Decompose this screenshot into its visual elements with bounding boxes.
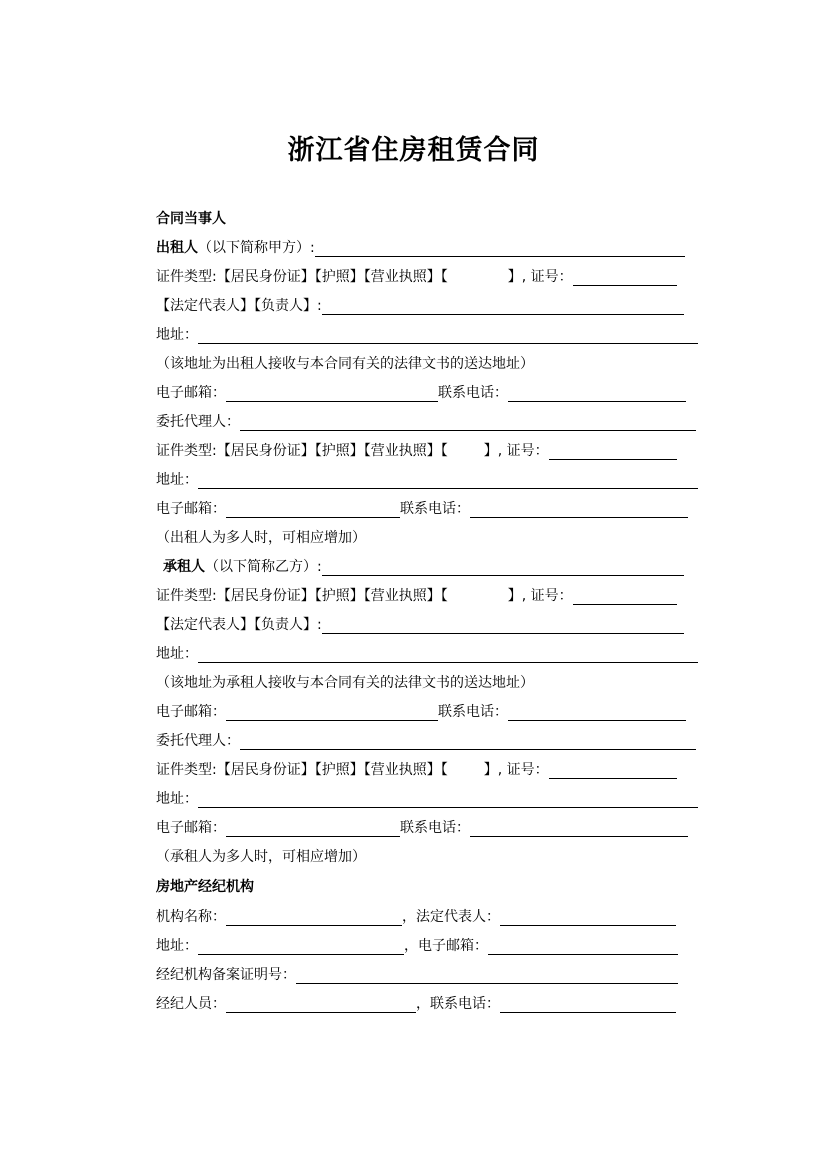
agency-name-field[interactable] (226, 910, 402, 926)
lessor-agent-contact-line (156, 498, 688, 518)
lessor-address-line (156, 324, 698, 344)
lessor-address-label: 地址： (156, 327, 198, 343)
agency-broker-label: 经纪人员： (156, 996, 226, 1012)
agency-address-field[interactable] (198, 939, 404, 955)
agency-email-label: ，电子邮箱： (404, 938, 488, 954)
agency-record-label: 经纪机构备案证明号： (156, 967, 296, 983)
lessor-phone-label: 联系电话： (438, 385, 508, 401)
lessee-agent-address-label: 地址： (156, 791, 198, 807)
lessee-email-field[interactable] (226, 705, 438, 721)
lessor-phone-field[interactable] (508, 386, 686, 402)
agency-heading-text: 房地产经纪机构 (156, 879, 254, 895)
agency-heading (156, 876, 254, 896)
lessor-email-label: 电子邮箱： (156, 385, 226, 401)
document-title: 浙江省住房租赁合同 (287, 135, 540, 166)
lessor-agent-id-options: 【居民身份证】【护照】【营业执照】【 (216, 443, 448, 459)
lessee-agent-id-type-label: 证件类型: (156, 762, 217, 778)
lessee-multi-note (156, 846, 366, 866)
lessor-agent-address-field[interactable] (198, 473, 698, 489)
lessee-agent-id-number-field[interactable] (549, 763, 677, 779)
lessee-label-note: （以下简称乙方）: (205, 559, 322, 575)
agency-broker-field[interactable] (226, 997, 416, 1013)
parties-heading (156, 208, 226, 228)
lessor-id-number-field[interactable] (573, 270, 677, 286)
lessee-address-field[interactable] (198, 647, 698, 663)
lessee-agent-email-field[interactable] (226, 821, 400, 837)
lessee-agent-id-close: 】, 证号： (483, 762, 549, 778)
lessee-id-close: 】, 证号： (507, 588, 573, 604)
lessor-agent-id-type-label: 证件类型: (156, 443, 217, 459)
lessee-label: 承租人 (163, 559, 205, 575)
lessor-rep-line (156, 295, 684, 315)
lessee-address-note-text: （该地址为承租人接收与本合同有关的法律文书的送达地址） (156, 675, 534, 691)
lessor-contact-line (156, 382, 686, 402)
lessee-name-field[interactable] (322, 560, 684, 576)
lessee-contact-line (156, 701, 686, 721)
agency-phone-label: ，联系电话： (416, 996, 500, 1012)
lessee-agent-email-label: 电子邮箱： (156, 820, 226, 836)
lessor-agent-email-field[interactable] (226, 502, 400, 518)
lessee-agent-address-line (156, 788, 698, 808)
lessee-id-number-field[interactable] (573, 589, 677, 605)
lessor-id-options: 【居民身份证】【护照】【营业执照】【 (216, 269, 448, 285)
lessor-id-type-label: 证件类型: (156, 269, 217, 285)
lessee-email-label: 电子邮箱： (156, 704, 226, 720)
lessor-id-close: 】, 证号： (507, 269, 573, 285)
lessee-agent-address-field[interactable] (198, 792, 698, 808)
lessee-agent-phone-field[interactable] (470, 821, 688, 837)
agency-record-line (156, 964, 678, 984)
lessee-agent-id-line (156, 759, 677, 779)
parties-heading-text: 合同当事人 (156, 211, 226, 227)
lessee-id-type-label: 证件类型: (156, 588, 217, 604)
lessee-name-line (156, 556, 684, 576)
agency-address-label: 地址： (156, 938, 198, 954)
lessor-agent-id-close: 】, 证号： (483, 443, 549, 459)
lessor-email-field[interactable] (226, 386, 438, 402)
lessee-rep-line (156, 614, 684, 634)
lessee-address-line (156, 643, 698, 663)
agency-address-line (156, 935, 678, 955)
lessee-id-options: 【居民身份证】【护照】【营业执照】【 (216, 588, 448, 604)
lessee-agent-line (156, 730, 696, 750)
lessee-agent-phone-label: 联系电话： (400, 820, 470, 836)
lessor-agent-email-label: 电子邮箱： (156, 501, 226, 517)
lessor-rep-label: 【法定代表人】【负责人】: (156, 298, 322, 314)
lessee-rep-label: 【法定代表人】【负责人】: (156, 617, 322, 633)
agency-email-field[interactable] (488, 939, 678, 955)
lessee-id-line (156, 585, 677, 605)
lessee-agent-field[interactable] (240, 734, 696, 750)
lessor-address-field[interactable] (198, 328, 698, 344)
lessor-agent-address-line (156, 469, 698, 489)
lessor-address-note-text: （该地址为出租人接收与本合同有关的法律文书的送达地址） (156, 356, 534, 372)
lessor-agent-address-label: 地址： (156, 472, 198, 488)
lessor-multi-note (156, 527, 366, 547)
lessor-address-note (156, 353, 534, 373)
lessor-multi-note-text: （出租人为多人时，可相应增加） (156, 530, 366, 546)
lessor-agent-label: 委托代理人： (156, 414, 240, 430)
lessee-rep-field[interactable] (322, 618, 684, 634)
lessor-agent-line (156, 411, 696, 431)
lessee-multi-note-text: （承租人为多人时，可相应增加） (156, 849, 366, 865)
lessor-id-line (156, 266, 677, 286)
lessor-name-line (156, 237, 685, 257)
agency-legal-rep-field[interactable] (500, 910, 676, 926)
lessor-agent-phone-field[interactable] (470, 502, 688, 518)
lessor-label: 出租人 (156, 240, 198, 256)
lessee-address-label: 地址： (156, 646, 198, 662)
agency-legal-rep-label: ，法定代表人： (402, 909, 500, 925)
lessor-agent-id-number-field[interactable] (549, 444, 677, 460)
lessor-label-note: （以下简称甲方）: (198, 240, 315, 256)
lessee-agent-id-options: 【居民身份证】【护照】【营业执照】【 (216, 762, 448, 778)
lessor-rep-field[interactable] (322, 299, 684, 315)
lessee-agent-contact-line (156, 817, 688, 837)
agency-name-line (156, 906, 676, 926)
lessee-phone-field[interactable] (508, 705, 686, 721)
lessor-agent-field[interactable] (240, 415, 696, 431)
lessee-phone-label: 联系电话： (438, 704, 508, 720)
agency-broker-line (156, 993, 676, 1013)
lessor-agent-id-line (156, 440, 677, 460)
lessee-address-note (156, 672, 534, 692)
agency-record-field[interactable] (296, 968, 678, 984)
lessor-agent-phone-label: 联系电话： (400, 501, 470, 517)
lessor-name-field[interactable] (315, 241, 685, 257)
agency-phone-field[interactable] (500, 997, 676, 1013)
agency-name-label: 机构名称： (156, 909, 226, 925)
lessee-agent-label: 委托代理人： (156, 733, 240, 749)
